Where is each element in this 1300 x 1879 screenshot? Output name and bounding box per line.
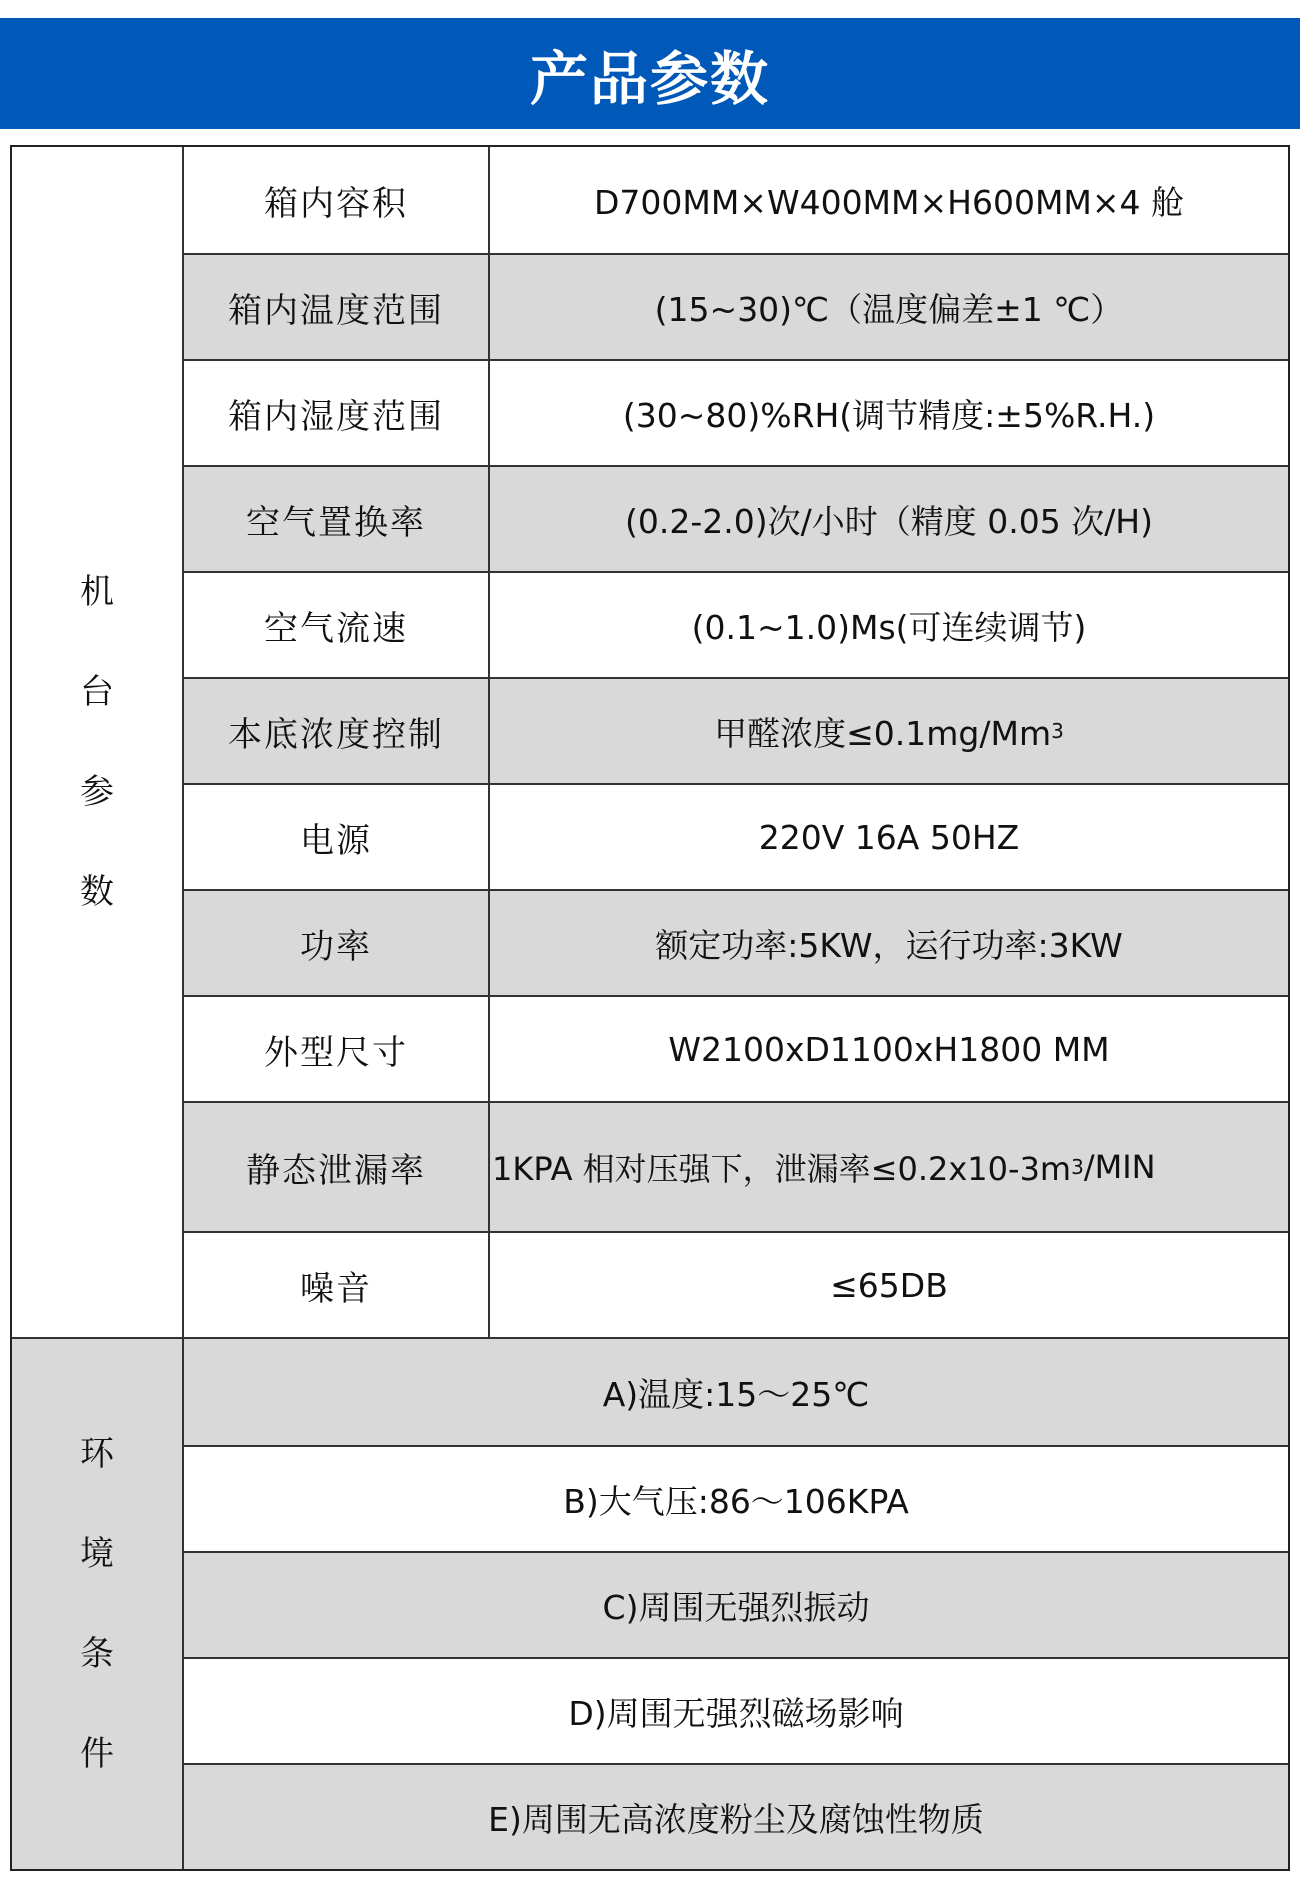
row-label: 箱内容积 [184,147,490,253]
header-banner [0,18,1300,129]
table-row-background-concentration [184,677,1288,783]
table-row-power-supply [184,783,1288,889]
table-row-env-temperature [184,1339,1288,1445]
group-char: 数 [80,872,114,912]
params-table [10,145,1290,1871]
row-value: 甲醛浓度≤0.1mg/Mm 3 [490,679,1288,783]
row-value: E)周围无高浓度粉尘及腐蚀性物质 [488,1799,984,1839]
environment-section [12,1337,1288,1869]
row-value: C)周围无强烈振动 [602,1587,870,1627]
group-label-machine-params [12,147,184,1337]
row-label: 空气流速 [184,573,490,677]
row-value-text: 1KPA 相对压强下，泄漏率≤0.2x10-3m [492,1150,1072,1188]
row-value: 1KPA 相对压强下，泄漏率≤0.2x10-3m 3 /MIN [490,1103,1288,1231]
row-value: A)温度:15～25℃ [602,1374,870,1414]
row-value: (0.2-2.0)次/小时（精度 0.05 次/H) [625,501,1153,541]
table-row-air-flow [184,571,1288,677]
row-value: D)周围无强烈磁场影响 [568,1693,904,1733]
table-row-humidity [184,359,1288,465]
row-value: (15~30)℃（温度偏差±1 ℃） [654,289,1124,329]
row-label: 空气置换率 [184,467,490,571]
row-value: D700MM×W400MM×H600MM×4 舱 [593,182,1185,222]
group-char: 机 [80,572,114,612]
group-char: 台 [80,672,114,712]
row-value: W2100xD1100xH1800 MM [668,1029,1110,1069]
row-label: 电源 [184,785,490,889]
table-row-temperature [184,253,1288,359]
group-char: 境 [80,1534,114,1574]
row-label: 箱内温度范围 [184,255,490,359]
row-label: 噪音 [184,1233,490,1337]
row-value: B)大气压:86～106KPA [563,1481,909,1521]
table-row-power [184,889,1288,995]
row-label: 静态泄漏率 [184,1103,490,1231]
row-value-text: 甲醛浓度≤0.1mg/Mm [714,713,1052,753]
table-row-leak-rate [184,1101,1288,1231]
table-row-env-pressure [184,1445,1288,1551]
table-row-env-vibration [184,1551,1288,1657]
row-label: 本底浓度控制 [184,679,490,783]
group-char: 环 [80,1434,114,1474]
row-value: 220V 16A 50HZ [758,817,1020,857]
row-value: 额定功率:5KW，运行功率:3KW [655,925,1123,965]
group-char: 件 [80,1734,114,1774]
row-value: (30~80)%RH(调节精度:±5%R.H.) [622,395,1156,435]
table-row-env-dust [184,1763,1288,1869]
machine-params-section [12,147,1288,1337]
row-value: (0.1~1.0)Ms(可连续调节) [691,607,1087,647]
group-char: 参 [80,772,114,812]
row-label: 箱内湿度范围 [184,361,490,465]
row-value: ≤65DB [830,1265,948,1305]
table-row-env-magnetic [184,1657,1288,1763]
group-char: 条 [80,1634,114,1674]
table-row-air-exchange [184,465,1288,571]
row-label: 功率 [184,891,490,995]
table-row-noise [184,1231,1288,1337]
table-row-dimensions [184,995,1288,1101]
page-title: 产品参数 [529,44,770,113]
row-label: 外型尺寸 [184,997,490,1101]
table-row-volume [184,147,1288,253]
group-label-environment [12,1339,184,1869]
row-value-suffix: /MIN [1083,1148,1156,1186]
